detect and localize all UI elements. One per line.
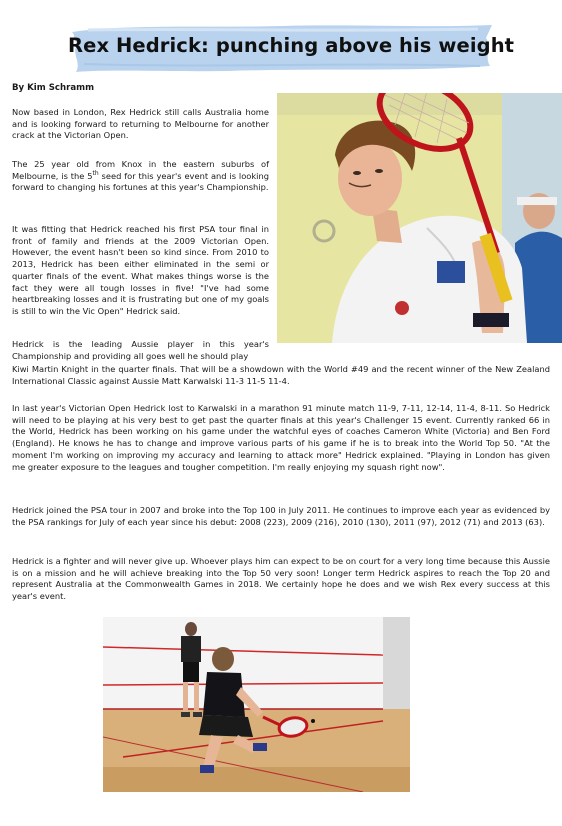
paragraph-3: It was fitting that Hedrick reached his first PSA tour final in front of family and friends at the 2009 Victorian Open. However, the event hasn't been so kind since. From 2010 to 2013, Hedrick has been either eliminated in the semi or quarter finals of the event. What makes things worse is the fact they were all tough losses in five! "I've had some heartbreaking losses and it is frustrating but one of my goals is still to win the Vic Open" Hedrick said. [12, 224, 269, 316]
court-action-photo [103, 617, 410, 792]
paragraph-4-end: Kiwi Martin Knight in the quarter finals. That will be a showdown with the World #49 and the recent winner of the New Zealand International Classic against Aussie Matt Karwalski 11-3 11-5 11-4. [12, 364, 550, 386]
article-title: Rex Hedrick: punching above his weight [68, 34, 515, 57]
paragraph-1: Now based in London, Rex Hedrick still calls Australia home and is looking forward to returning to Melbourne for another crack at the Victorian Open. [12, 107, 269, 141]
paragraph-4-start: Hedrick is the leading Aussie player in this year's Championship and providing all goes well he should play [12, 339, 269, 361]
paragraph-7: Hedrick is a fighter and will never give up. Whoever plays him can expect to be on court for a very long time because this Aussie is on a mission and he will achieve breaking into the Top 50 very soon! Longer term Hedrick aspires to reach the Top 20 and represent Australia at the Commonwealth Games in 2018. We certainly hope he does and we wish Rex every success at this year's event. [12, 556, 550, 602]
paragraph-2: The 25 year old from Knox in the eastern suburbs of Melbourne, is the 5th seed for this year's event and is looking forward to changing his fortunes at this year's Championship. [12, 159, 269, 193]
player-portrait-photo [277, 93, 562, 343]
paragraph-6: Hedrick joined the PSA tour in 2007 and broke into the Top 100 in July 2011. He continues to improve each year as evidenced by the PSA rankings for July of each year since his debut: 2008 (223), 2009 (216), 2010 (130), 2011 (97), 2012 (71) and 2013 (63). [12, 505, 550, 527]
paragraph-5: In last year's Victorian Open Hedrick lost to Karwalski in a marathon 91 minute match 11-9, 7-11, 12-14, 11-4, 8-11. So Hedrick will need to be playing at his very best to get past the quarter finals at this year's Challenger 15 event. Currently ranked 66 in the World, Hedrick has been working on his game under the watchful eyes of coaches Cameron White (Victoria) and Ben Ford (England). He knows he has to change and improve various parts of his game if he is to break into the World Top 50. "At the moment I'm working on improving my accuracy and learning to attack more" Hedrick explained. "Playing in London has given me greater exposure to the leagues and tougher competition. I'm really enjoying my squash right now". [12, 403, 550, 472]
byline: By Kim Schramm [12, 83, 95, 93]
